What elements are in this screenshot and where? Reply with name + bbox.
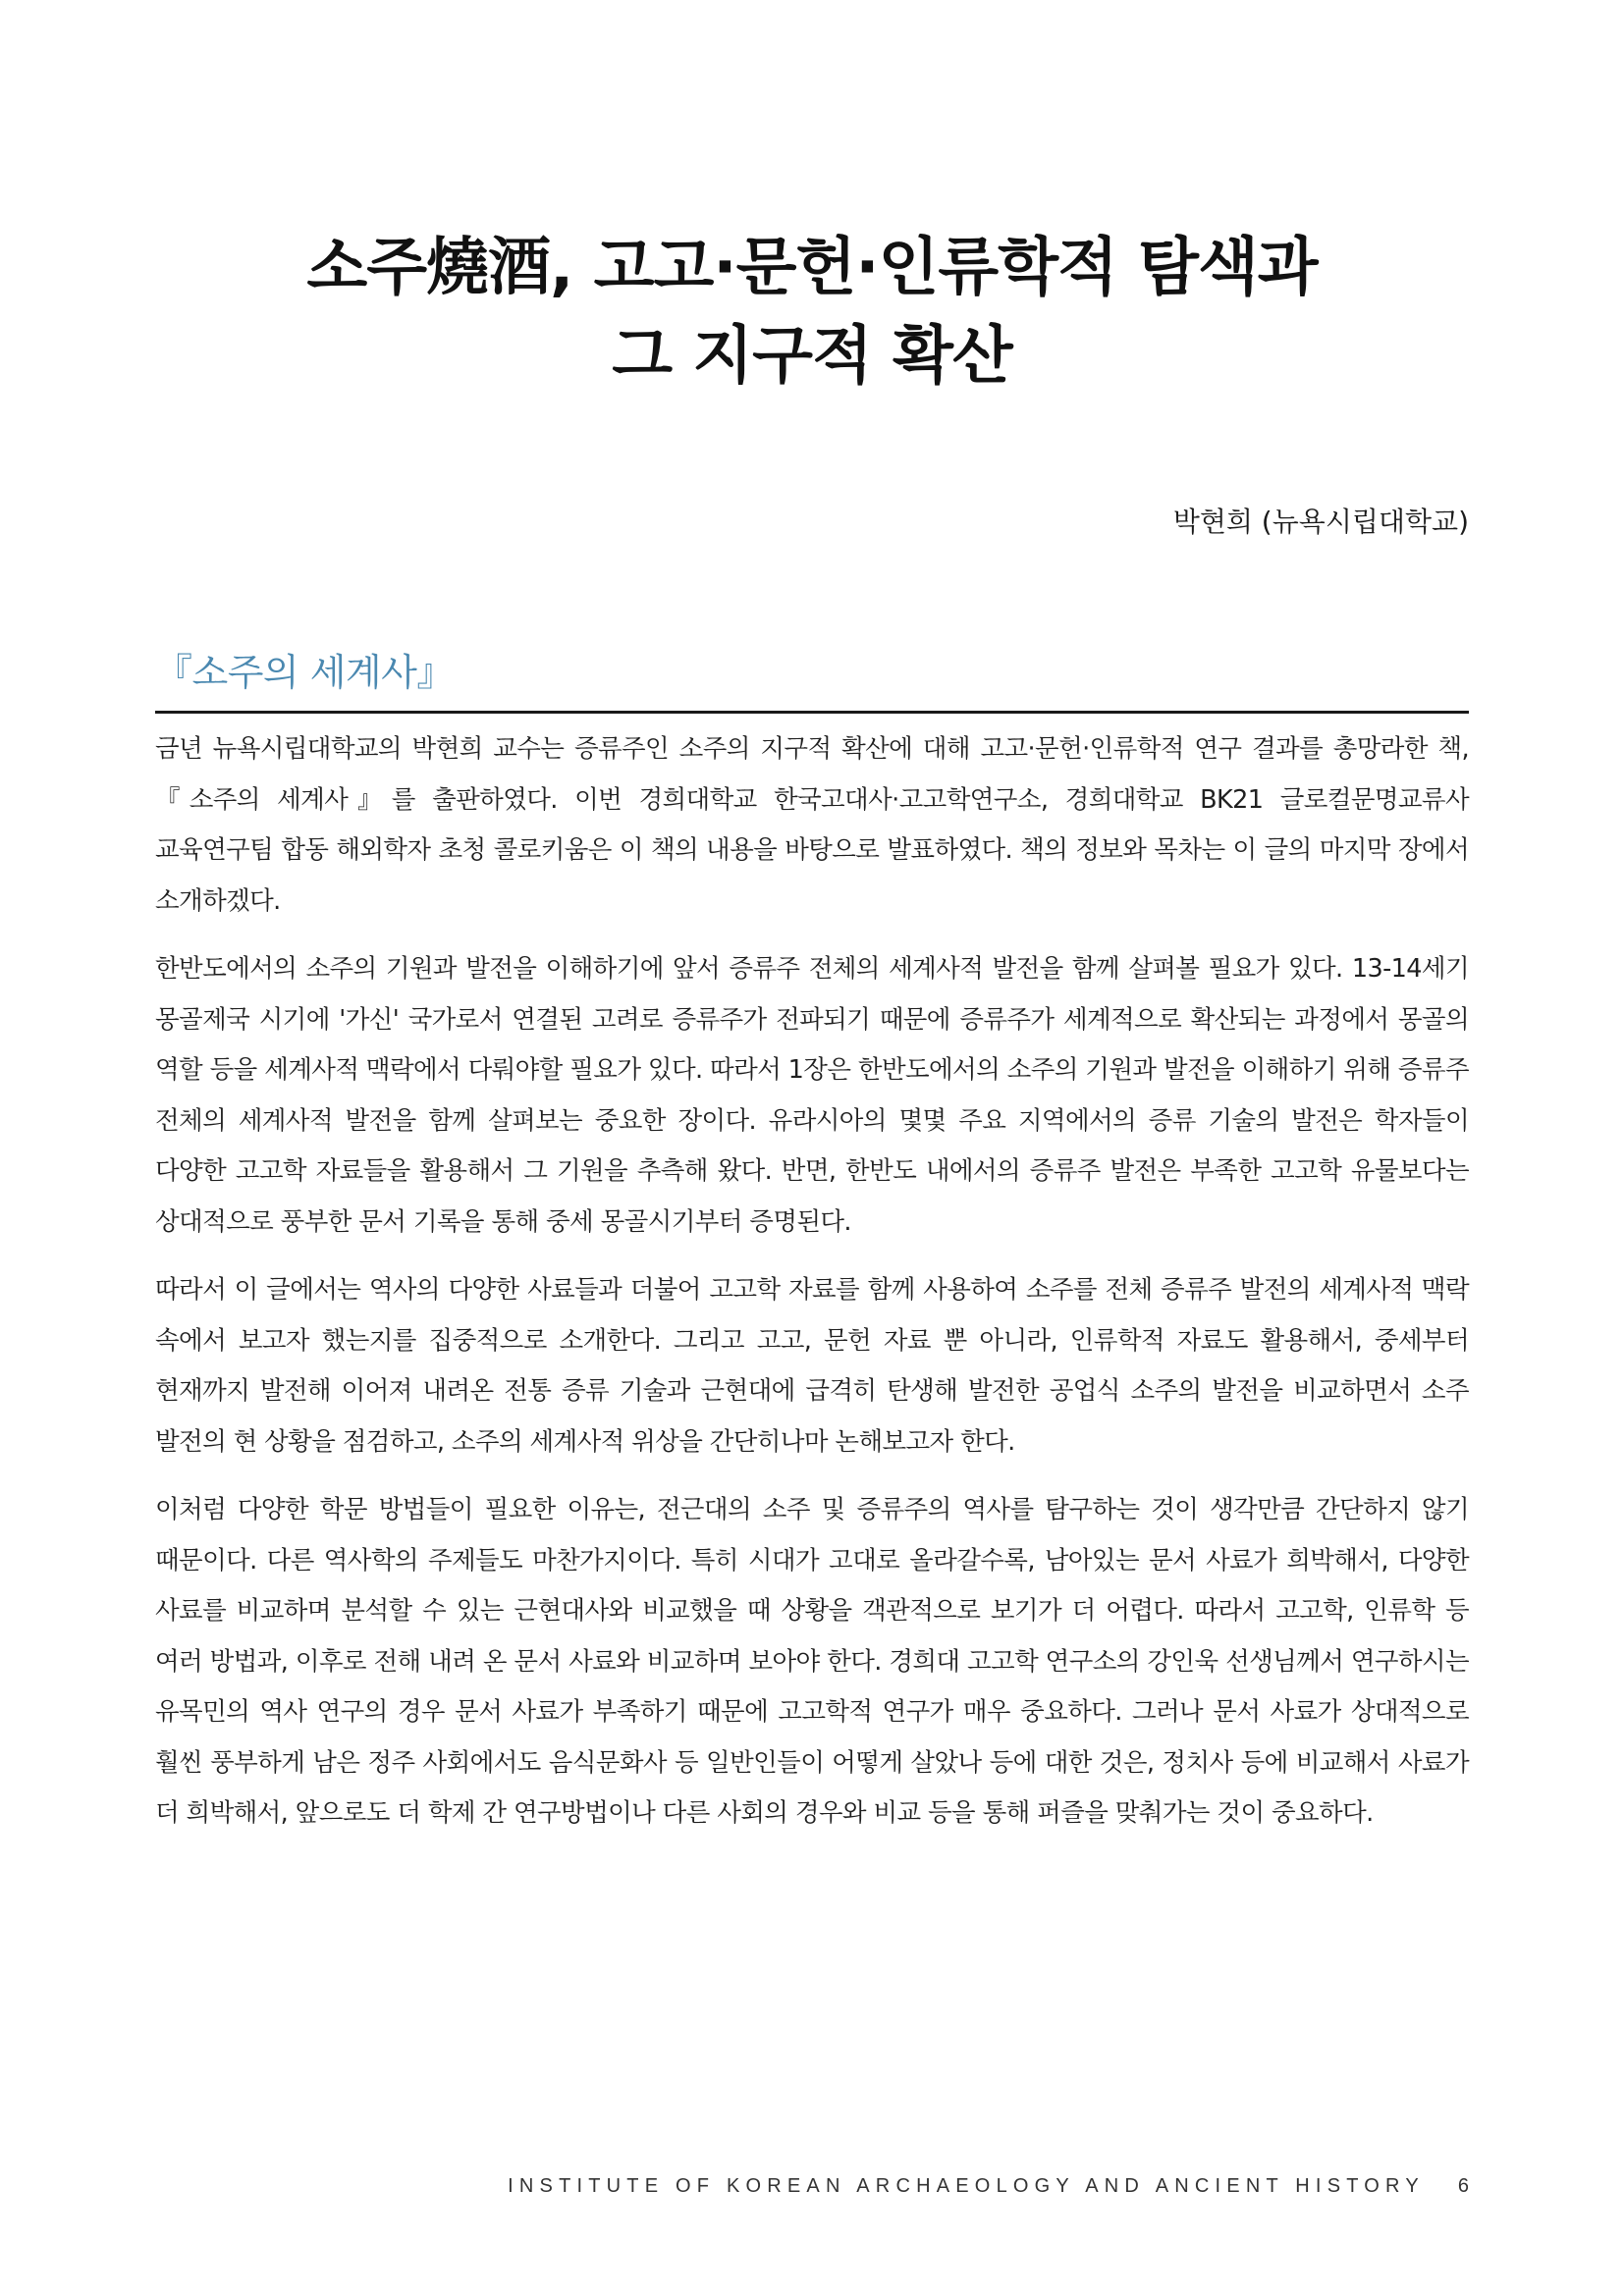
title-line-1: 소주燒酒, 고고·문헌·인류학적 탐색과 xyxy=(306,232,1318,304)
page-footer xyxy=(508,2175,1469,2198)
article-body xyxy=(155,724,1469,1857)
paragraph-2: 한반도에서의 소주의 기원과 발전을 이해하기에 앞서 증류주 전체의 세계사적 발전을 함께 살펴볼 필요가 있다. 13-14세기 몽골제국 시기에 '가신' 국가로서 연결된 고려로 증류주가 전파되기 때문에 증류주가 세계적으로 확산되는 과정에서 몽골의 역할 등을 세계사적 맥락에서 다뤄야할 필요가 있다. 따라서 1장은 한반도에서의 소주의 기원과 발전을 이해하기 위해 증류주 전체의 세계사적 발전을 함께 살펴보는 중요한 장이다. 유라시아의 몇몇 주요 지역에서의 증류 기술의 발전은 학자들이 다양한 고고학 자료들을 활용해서 그 기원을 추측해 왔다. 반면, 한반도 내에서의 증류주 발전은 부족한 고고학 유물보다는 상대적으로 풍부한 문서 기록을 통해 중세 몽골시기부터 증명된다. xyxy=(155,954,1469,1237)
paragraph-4: 이처럼 다양한 학문 방법들이 필요한 이유는, 전근대의 소주 및 증류주의 역사를 탐구하는 것이 생각만큼 간단하지 않기 때문이다. 다른 역사학의 주제들도 마찬가지이다. 특히 시대가 고대로 올라갈수록, 남아있는 문서 사료가 희박해서, 다양한 사료를 비교하며 분석할 수 있는 근현대사와 비교했을 때 상황을 객관적으로 보기가 더 어렵다. 따라서 고고학, 인류학 등 여러 방법과, 이후로 전해 내려 온 문서 사료와 비교하며 보아야 한다. 경희대 고고학 연구소의 강인욱 선생님께서 연구하시는 유목민의 역사 연구의 경우 문서 사료가 부족하기 때문에 고고학적 연구가 매우 중요하다. 그러나 문서 사료가 상대적으로 훨씬 풍부하게 남은 정주 사회에서도 음식문화사 등 일반인들이 어떻게 살았나 등에 대한 것은, 정치사 등에 비교해서 사료가 더 희박해서, 앞으로도 더 학제 간 연구방법이나 다른 사회의 경우와 비교 등을 통해 퍼즐을 맞춰가는 것이 중요하다. xyxy=(155,1495,1469,1828)
paragraph-3: 따라서 이 글에서는 역사의 다양한 사료들과 더불어 고고학 자료를 함께 사용하여 소주를 전체 증류주 발전의 세계사적 맥락 속에서 보고자 했는지를 집중적으로 소개한다. 그리고 고고, 문헌 자료 뿐 아니라, 인류학적 자료도 활용해서, 중세부터 현재까지 발전해 이어져 내려온 전통 증류 기술과 근현대에 급격히 탄생해 발전한 공업식 소주의 발전을 비교하면서 소주 발전의 현 상황을 점검하고, 소주의 세계사적 위상을 간단히나마 논해보고자 한다. xyxy=(155,1275,1469,1457)
section-divider xyxy=(155,711,1469,714)
section-heading: 『소주의 세계사』 xyxy=(155,651,454,694)
page-number: 6 xyxy=(1457,2175,1469,2197)
title-line-2: 그 지구적 확산 xyxy=(612,320,1012,393)
page-title xyxy=(157,224,1467,400)
paragraph-1: 금년 뉴욕시립대학교의 박현희 교수는 증류주인 소주의 지구적 확산에 대해 고고·문헌·인류학적 연구 결과를 총망라한 책, 『소주의 세계사』를 출판하였다. 이번 경희대학교 한국고대사·고고학연구소, 경희대학교 BK21 글로컬문명교류사 교육연구팀 합동 해외학자 초청 콜로키움은 이 책의 내용을 바탕으로 발표하였다. 책의 정보와 목차는 이 글의 마지막 장에서 소개하겠다. xyxy=(155,734,1469,916)
footer-institute: INSTITUTE OF KOREAN ARCHAEOLOGY AND ANCIENT HISTORY xyxy=(508,2175,1425,2197)
author-byline: 박현희 (뉴욕시립대학교) xyxy=(1172,506,1469,538)
